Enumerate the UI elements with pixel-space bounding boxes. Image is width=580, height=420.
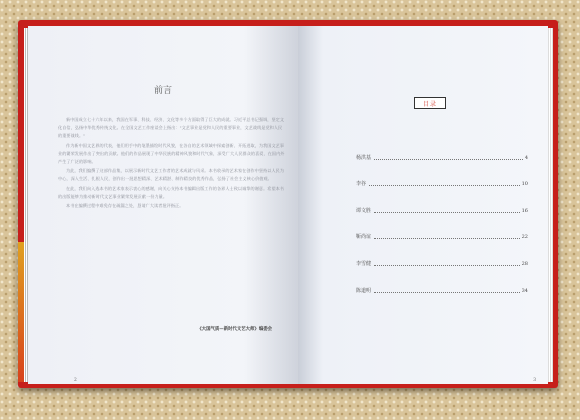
toc-leader-dots <box>374 265 520 266</box>
toc-entry <box>356 161 528 188</box>
preface-paragraph: 为此，我们编撰了这部作品集，以展示新时代文艺工作者的艺术成就与风采。本书收录的艺术家在创作中坚持以人民为中心，深入生活、扎根人民，创作出一批思想精深、艺术精湛、制作精良的优秀作品，弘扬了社会主义核心价值观。 <box>58 168 285 182</box>
preface-title: 前言 <box>153 86 172 96</box>
toc-list <box>356 134 528 294</box>
toc-leader-dots <box>369 185 520 186</box>
page-number-left: 2 <box>74 378 77 383</box>
page-stack-right <box>548 28 553 382</box>
toc-entry-name: 杨洪基 <box>356 154 372 161</box>
toc-entry-name: 陈道明 <box>356 287 372 294</box>
toc-entry-page: 34 <box>521 287 528 294</box>
toc-entry-name: 李雪健 <box>356 260 372 267</box>
toc-entry-page: 16 <box>521 207 528 214</box>
preface-paragraph: 本书在编撰过程中难免存在疏漏之处，恳请广大读者批评指正。 <box>66 203 184 209</box>
toc-entry-page: 22 <box>521 234 528 241</box>
left-page-preface <box>28 26 298 384</box>
toc-leader-dots <box>374 292 520 293</box>
toc-leader-dots <box>374 238 520 239</box>
toc-entry-name: 靳尚谊 <box>356 234 372 241</box>
toc-entry <box>356 240 528 267</box>
toc-entry <box>356 214 528 241</box>
toc-entry-page: 28 <box>521 260 528 267</box>
preface-paragraph: 新中国成立七十六年以来，我国在军事、科技、经济、文化等多个方面取得了巨大的成就。习近平总书记强调，坚定文化自信，弘扬中华优秀传统文化。在全国文艺工作座谈会上指出："文艺事业是党和人民的重要事业，文艺战线是党和人民的重要战线。" <box>58 117 285 139</box>
preface-paragraph: 在此，我们向入选本书的艺术家表示衷心的感谢，向关心支持本书编辑出版工作的各界人士致以诚挚的谢意。希望本书的出版能够为推动新时代文艺事业繁荣发展贡献一份力量。 <box>58 185 285 199</box>
preface-paragraph: 作为新中国文艺界的代表，他们用手中的笔墨描绘时代风貌，在各自的艺术领域中探索创新、开拓进取，为我国文艺事业的繁荣发展作出了突出的贡献。他们的作品展现了中华民族的精神风貌和时代气象，深受广大人民群众的喜爱，在国内外产生了广泛的影响。 <box>58 142 285 165</box>
page-number-right: 3 <box>533 378 536 383</box>
toc-leader-dots <box>374 159 523 160</box>
toc-entry <box>356 187 528 214</box>
toc-title: 目录 <box>422 100 437 108</box>
toc-entry-name: 李谷 <box>356 181 367 188</box>
preface-signature: 《大国气质—新时代文艺大师》编委会 <box>197 327 272 332</box>
open-book <box>14 16 562 392</box>
toc-entry-name: 谭文胜 <box>356 207 372 214</box>
toc-leader-dots <box>374 212 520 213</box>
toc-entry <box>356 267 528 294</box>
toc-title-box <box>414 97 446 109</box>
right-page-toc <box>298 26 548 384</box>
preface-body <box>58 116 286 211</box>
toc-entry-page: 10 <box>521 181 528 188</box>
toc-entry-page: 4 <box>524 154 528 161</box>
toc-entry <box>356 134 528 161</box>
